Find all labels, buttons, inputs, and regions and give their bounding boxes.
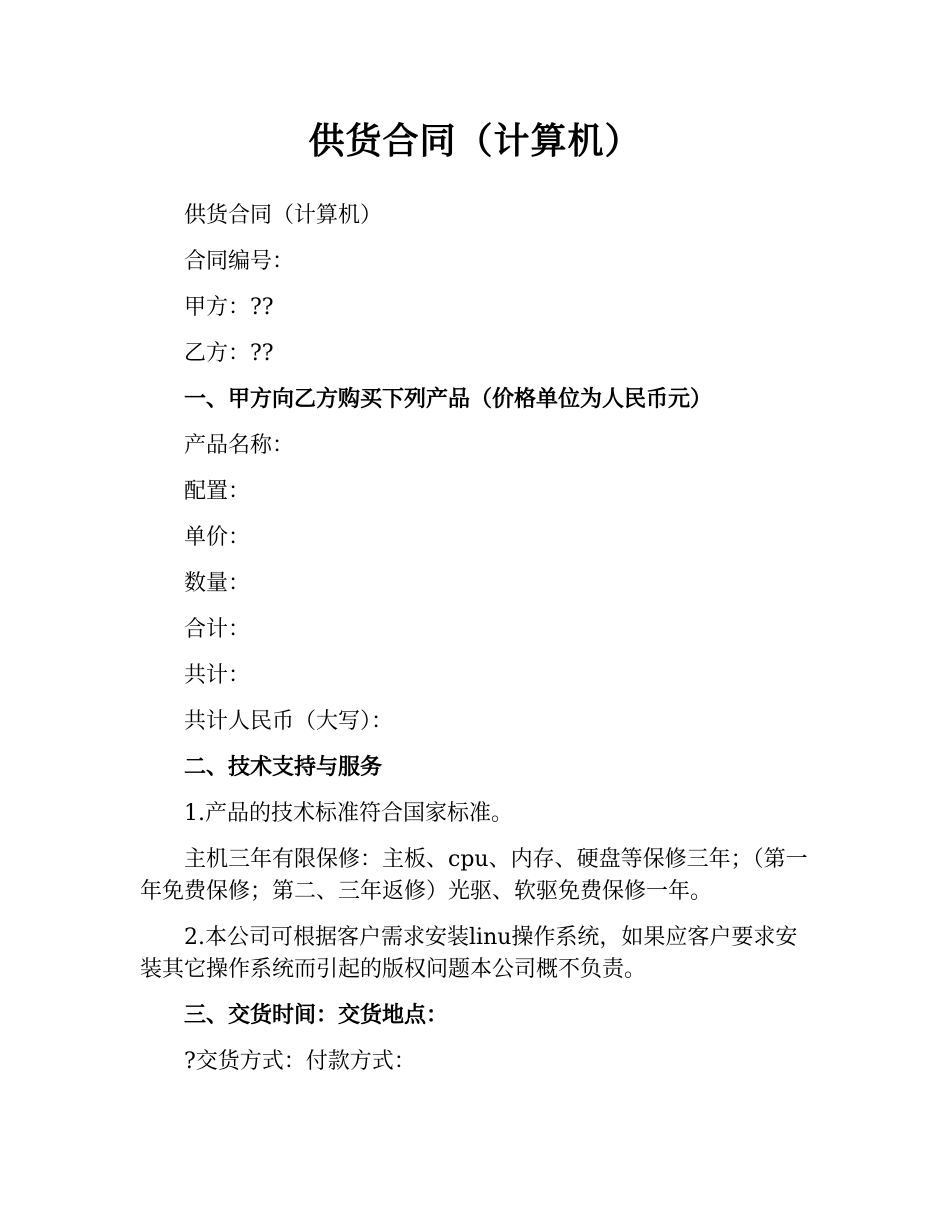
section-heading-3: 三、交货时间：交货地点：: [184, 1003, 449, 1028]
section-heading-1: 一、甲方向乙方购买下列产品（价格单位为人民币元）: [184, 387, 713, 412]
paragraph-total-in-words: 共计人民币（大写）：: [184, 709, 394, 734]
paragraph-os-install: 2.本公司可根据客户需求安装linu操作系统，如果应客户要求安装其它操作系统而引起的版权问题本公司概不负责。: [140, 925, 798, 982]
paragraph-delivery-payment: ?交货方式：付款方式：: [184, 1049, 416, 1074]
paragraph-product-name: 产品名称：: [184, 433, 295, 458]
paragraph-subtitle: 供货合同（计算机）: [184, 203, 383, 228]
paragraph-contract-number: 合同编号：: [184, 249, 295, 274]
paragraph-subtotal: 合计：: [184, 617, 251, 642]
document-body: [140, 200, 812, 1092]
paragraph-total: 共计：: [184, 663, 251, 688]
section-heading-2: 二、技术支持与服务: [184, 755, 383, 780]
paragraph-configuration: 配置：: [184, 479, 251, 504]
paragraph-warranty: 主机三年有限保修：主板、cpu、内存、硬盘等保修三年；（第一年免费保修；第二、三年返修）光驱、软驱免费保修一年。: [140, 847, 808, 904]
document-title: 供货合同（计算机）: [308, 121, 642, 162]
paragraph-quantity: 数量：: [184, 571, 251, 596]
paragraph-party-b: 乙方：??: [184, 341, 274, 366]
paragraph-unit-price: 单价：: [184, 525, 251, 550]
paragraph-standard: 1.产品的技术标准符合国家标准。: [184, 801, 513, 826]
paragraph-party-a: 甲方：??: [184, 295, 274, 320]
